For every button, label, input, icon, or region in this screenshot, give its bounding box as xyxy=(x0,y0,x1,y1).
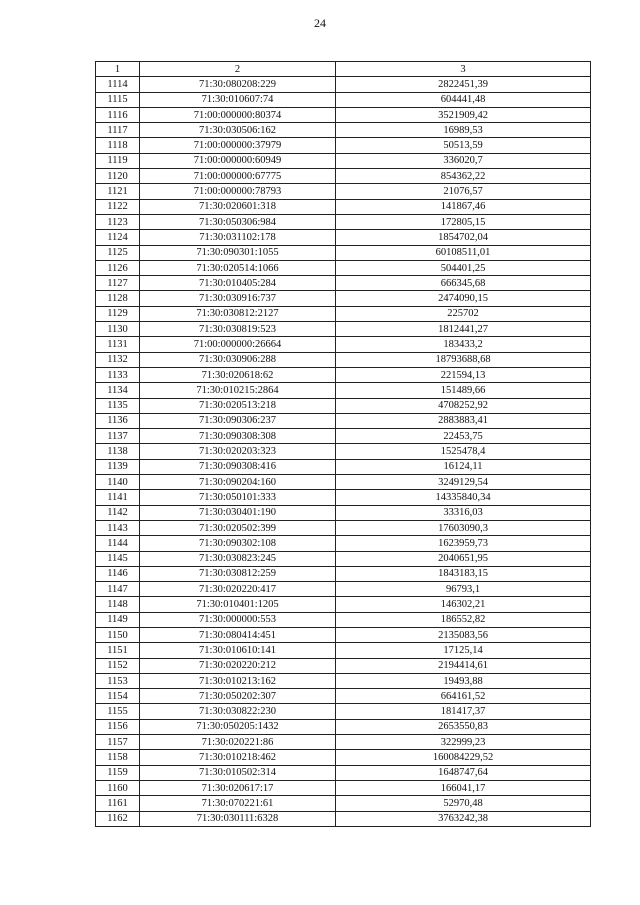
column-header-3: 3 xyxy=(336,62,591,77)
row-number-cell: 1140 xyxy=(96,475,140,490)
row-number-cell: 1150 xyxy=(96,627,140,642)
table-row xyxy=(96,230,591,245)
value-cell: 50513,59 xyxy=(336,138,591,153)
value-cell: 1525478,4 xyxy=(336,444,591,459)
value-cell: 141867,46 xyxy=(336,199,591,214)
cadastral-number-cell: 71:30:050205:1432 xyxy=(140,719,336,734)
cadastral-number-cell: 71:30:030506:162 xyxy=(140,123,336,138)
table-row xyxy=(96,536,591,551)
value-cell: 1854702,04 xyxy=(336,230,591,245)
cadastral-number-cell: 71:30:020617:17 xyxy=(140,780,336,795)
value-cell: 60108511,01 xyxy=(336,245,591,260)
cadastral-number-cell: 71:30:050202:307 xyxy=(140,689,336,704)
cadastral-number-cell: 71:00:000000:37979 xyxy=(140,138,336,153)
table-row xyxy=(96,735,591,750)
cadastral-number-cell: 71:30:030823:245 xyxy=(140,551,336,566)
value-cell: 1648747,64 xyxy=(336,765,591,780)
value-cell: 181417,37 xyxy=(336,704,591,719)
table-row xyxy=(96,658,591,673)
row-number-cell: 1162 xyxy=(96,811,140,826)
value-cell: 33316,03 xyxy=(336,505,591,520)
row-number-cell: 1135 xyxy=(96,398,140,413)
table-row xyxy=(96,107,591,122)
row-number-cell: 1116 xyxy=(96,107,140,122)
row-number-cell: 1144 xyxy=(96,536,140,551)
cadastral-number-cell: 71:30:020514:1066 xyxy=(140,260,336,275)
row-number-cell: 1127 xyxy=(96,276,140,291)
cadastral-number-cell: 71:30:010215:2864 xyxy=(140,383,336,398)
cadastral-number-cell: 71:30:030401:190 xyxy=(140,505,336,520)
row-number-cell: 1157 xyxy=(96,735,140,750)
table-row xyxy=(96,444,591,459)
row-number-cell: 1152 xyxy=(96,658,140,673)
cadastral-number-cell: 71:30:090308:416 xyxy=(140,459,336,474)
value-cell: 96793,1 xyxy=(336,582,591,597)
cadastral-number-cell: 71:30:050306:984 xyxy=(140,214,336,229)
cadastral-number-cell: 71:30:070221:61 xyxy=(140,796,336,811)
value-cell: 17125,14 xyxy=(336,643,591,658)
table-row xyxy=(96,123,591,138)
row-number-cell: 1130 xyxy=(96,322,140,337)
row-number-cell: 1117 xyxy=(96,123,140,138)
value-cell: 221594,13 xyxy=(336,367,591,382)
value-cell: 604441,48 xyxy=(336,92,591,107)
row-number-cell: 1143 xyxy=(96,520,140,535)
table-row xyxy=(96,765,591,780)
cadastral-number-cell: 71:00:000000:78793 xyxy=(140,184,336,199)
table-row xyxy=(96,643,591,658)
table-row xyxy=(96,704,591,719)
row-number-cell: 1151 xyxy=(96,643,140,658)
row-number-cell: 1136 xyxy=(96,413,140,428)
value-cell: 225702 xyxy=(336,306,591,321)
row-number-cell: 1147 xyxy=(96,582,140,597)
value-cell: 19493,88 xyxy=(336,673,591,688)
cadastral-number-cell: 71:30:020220:417 xyxy=(140,582,336,597)
cadastral-number-cell: 71:30:020502:399 xyxy=(140,520,336,535)
cadastral-number-cell: 71:30:090302:108 xyxy=(140,536,336,551)
table-row xyxy=(96,750,591,765)
cadastral-number-cell: 71:30:010405:284 xyxy=(140,276,336,291)
value-cell: 183433,2 xyxy=(336,337,591,352)
value-cell: 146302,21 xyxy=(336,597,591,612)
row-number-cell: 1119 xyxy=(96,153,140,168)
value-cell: 21076,57 xyxy=(336,184,591,199)
table-row xyxy=(96,367,591,382)
value-cell: 2194414,61 xyxy=(336,658,591,673)
table-row xyxy=(96,214,591,229)
table-header-row xyxy=(96,62,591,77)
table-row xyxy=(96,719,591,734)
row-number-cell: 1155 xyxy=(96,704,140,719)
value-cell: 2040651,95 xyxy=(336,551,591,566)
cadastral-number-cell: 71:30:010401:1205 xyxy=(140,597,336,612)
row-number-cell: 1126 xyxy=(96,260,140,275)
cadastral-number-cell: 71:30:090204:160 xyxy=(140,475,336,490)
table-row xyxy=(96,582,591,597)
value-cell: 1623959,73 xyxy=(336,536,591,551)
table-row xyxy=(96,184,591,199)
table-row xyxy=(96,673,591,688)
value-cell: 322999,23 xyxy=(336,735,591,750)
value-cell: 3249129,54 xyxy=(336,475,591,490)
value-cell: 666345,68 xyxy=(336,276,591,291)
row-number-cell: 1124 xyxy=(96,230,140,245)
value-cell: 2822451,39 xyxy=(336,77,591,92)
value-cell: 4708252,92 xyxy=(336,398,591,413)
row-number-cell: 1134 xyxy=(96,383,140,398)
row-number-cell: 1133 xyxy=(96,367,140,382)
cadastral-number-cell: 71:30:090308:308 xyxy=(140,429,336,444)
table-row xyxy=(96,276,591,291)
row-number-cell: 1125 xyxy=(96,245,140,260)
row-number-cell: 1131 xyxy=(96,337,140,352)
row-number-cell: 1137 xyxy=(96,429,140,444)
row-number-cell: 1121 xyxy=(96,184,140,199)
value-cell: 1812441,27 xyxy=(336,322,591,337)
table-row xyxy=(96,322,591,337)
value-cell: 160084229,52 xyxy=(336,750,591,765)
table-row xyxy=(96,383,591,398)
table-row xyxy=(96,138,591,153)
cadastral-number-cell: 71:30:030111:6328 xyxy=(140,811,336,826)
cadastral-number-cell: 71:30:020220:212 xyxy=(140,658,336,673)
cadastral-number-cell: 71:30:020513:218 xyxy=(140,398,336,413)
row-number-cell: 1142 xyxy=(96,505,140,520)
table-row xyxy=(96,153,591,168)
row-number-cell: 1149 xyxy=(96,612,140,627)
table-row xyxy=(96,505,591,520)
value-cell: 18793688,68 xyxy=(336,352,591,367)
row-number-cell: 1160 xyxy=(96,780,140,795)
cadastral-number-cell: 71:30:010502:314 xyxy=(140,765,336,780)
table-row xyxy=(96,597,591,612)
table-row xyxy=(96,92,591,107)
table-row xyxy=(96,429,591,444)
column-header-2: 2 xyxy=(140,62,336,77)
value-cell: 1843183,15 xyxy=(336,566,591,581)
cadastral-number-cell: 71:30:080208:229 xyxy=(140,77,336,92)
row-number-cell: 1158 xyxy=(96,750,140,765)
value-cell: 504401,25 xyxy=(336,260,591,275)
cadastral-number-cell: 71:30:050101:333 xyxy=(140,490,336,505)
value-cell: 52970,48 xyxy=(336,796,591,811)
row-number-cell: 1128 xyxy=(96,291,140,306)
cadastral-number-cell: 71:30:030906:288 xyxy=(140,352,336,367)
table-row xyxy=(96,260,591,275)
row-number-cell: 1156 xyxy=(96,719,140,734)
table-row xyxy=(96,77,591,92)
cadastral-table xyxy=(95,61,591,827)
table-row xyxy=(96,398,591,413)
table-row xyxy=(96,612,591,627)
value-cell: 664161,52 xyxy=(336,689,591,704)
cadastral-number-cell: 71:30:010610:141 xyxy=(140,643,336,658)
cadastral-number-cell: 71:30:010218:462 xyxy=(140,750,336,765)
value-cell: 3521909,42 xyxy=(336,107,591,122)
row-number-cell: 1123 xyxy=(96,214,140,229)
row-number-cell: 1138 xyxy=(96,444,140,459)
value-cell: 2883883,41 xyxy=(336,413,591,428)
value-cell: 3763242,38 xyxy=(336,811,591,826)
cadastral-number-cell: 71:30:030822:230 xyxy=(140,704,336,719)
row-number-cell: 1115 xyxy=(96,92,140,107)
value-cell: 166041,17 xyxy=(336,780,591,795)
cadastral-number-cell: 71:30:030812:2127 xyxy=(140,306,336,321)
table-row xyxy=(96,811,591,826)
cadastral-number-cell: 71:30:090301:1055 xyxy=(140,245,336,260)
cadastral-number-cell: 71:30:000000:553 xyxy=(140,612,336,627)
row-number-cell: 1148 xyxy=(96,597,140,612)
table-row xyxy=(96,459,591,474)
value-cell: 16124,11 xyxy=(336,459,591,474)
row-number-cell: 1154 xyxy=(96,689,140,704)
value-cell: 22453,75 xyxy=(336,429,591,444)
cadastral-number-cell: 71:00:000000:67775 xyxy=(140,169,336,184)
table-row xyxy=(96,689,591,704)
value-cell: 172805,15 xyxy=(336,214,591,229)
value-cell: 151489,66 xyxy=(336,383,591,398)
cadastral-number-cell: 71:30:030916:737 xyxy=(140,291,336,306)
value-cell: 16989,53 xyxy=(336,123,591,138)
row-number-cell: 1129 xyxy=(96,306,140,321)
cadastral-number-cell: 71:30:020601:318 xyxy=(140,199,336,214)
cadastral-number-cell: 71:30:030812:259 xyxy=(140,566,336,581)
value-cell: 2653550,83 xyxy=(336,719,591,734)
value-cell: 14335840,34 xyxy=(336,490,591,505)
table-row xyxy=(96,520,591,535)
table-row xyxy=(96,291,591,306)
row-number-cell: 1141 xyxy=(96,490,140,505)
table-row xyxy=(96,627,591,642)
table-row xyxy=(96,780,591,795)
cadastral-number-cell: 71:30:031102:178 xyxy=(140,230,336,245)
value-cell: 854362,22 xyxy=(336,169,591,184)
row-number-cell: 1146 xyxy=(96,566,140,581)
row-number-cell: 1139 xyxy=(96,459,140,474)
value-cell: 17603090,3 xyxy=(336,520,591,535)
table-row xyxy=(96,245,591,260)
value-cell: 2474090,15 xyxy=(336,291,591,306)
page-number: 24 xyxy=(314,16,326,30)
row-number-cell: 1153 xyxy=(96,673,140,688)
table-row xyxy=(96,566,591,581)
row-number-cell: 1159 xyxy=(96,765,140,780)
table-row xyxy=(96,413,591,428)
table-row xyxy=(96,475,591,490)
row-number-cell: 1114 xyxy=(96,77,140,92)
cadastral-number-cell: 71:30:020221:86 xyxy=(140,735,336,750)
table-row xyxy=(96,796,591,811)
table-row xyxy=(96,199,591,214)
row-number-cell: 1132 xyxy=(96,352,140,367)
cadastral-number-cell: 71:00:000000:60949 xyxy=(140,153,336,168)
cadastral-number-cell: 71:30:010213:162 xyxy=(140,673,336,688)
cadastral-number-cell: 71:00:000000:80374 xyxy=(140,107,336,122)
cadastral-number-cell: 71:00:000000:26664 xyxy=(140,337,336,352)
table-row xyxy=(96,551,591,566)
row-number-cell: 1118 xyxy=(96,138,140,153)
cadastral-number-cell: 71:30:010607:74 xyxy=(140,92,336,107)
value-cell: 2135083,56 xyxy=(336,627,591,642)
column-header-1: 1 xyxy=(96,62,140,77)
table-row xyxy=(96,306,591,321)
table-row xyxy=(96,352,591,367)
row-number-cell: 1122 xyxy=(96,199,140,214)
value-cell: 186552,82 xyxy=(336,612,591,627)
table-row xyxy=(96,490,591,505)
row-number-cell: 1145 xyxy=(96,551,140,566)
cadastral-number-cell: 71:30:020203:323 xyxy=(140,444,336,459)
table-row xyxy=(96,169,591,184)
value-cell: 336020,7 xyxy=(336,153,591,168)
cadastral-number-cell: 71:30:090306:237 xyxy=(140,413,336,428)
cadastral-number-cell: 71:30:080414:451 xyxy=(140,627,336,642)
row-number-cell: 1120 xyxy=(96,169,140,184)
cadastral-number-cell: 71:30:030819:523 xyxy=(140,322,336,337)
row-number-cell: 1161 xyxy=(96,796,140,811)
table-row xyxy=(96,337,591,352)
cadastral-number-cell: 71:30:020618:62 xyxy=(140,367,336,382)
